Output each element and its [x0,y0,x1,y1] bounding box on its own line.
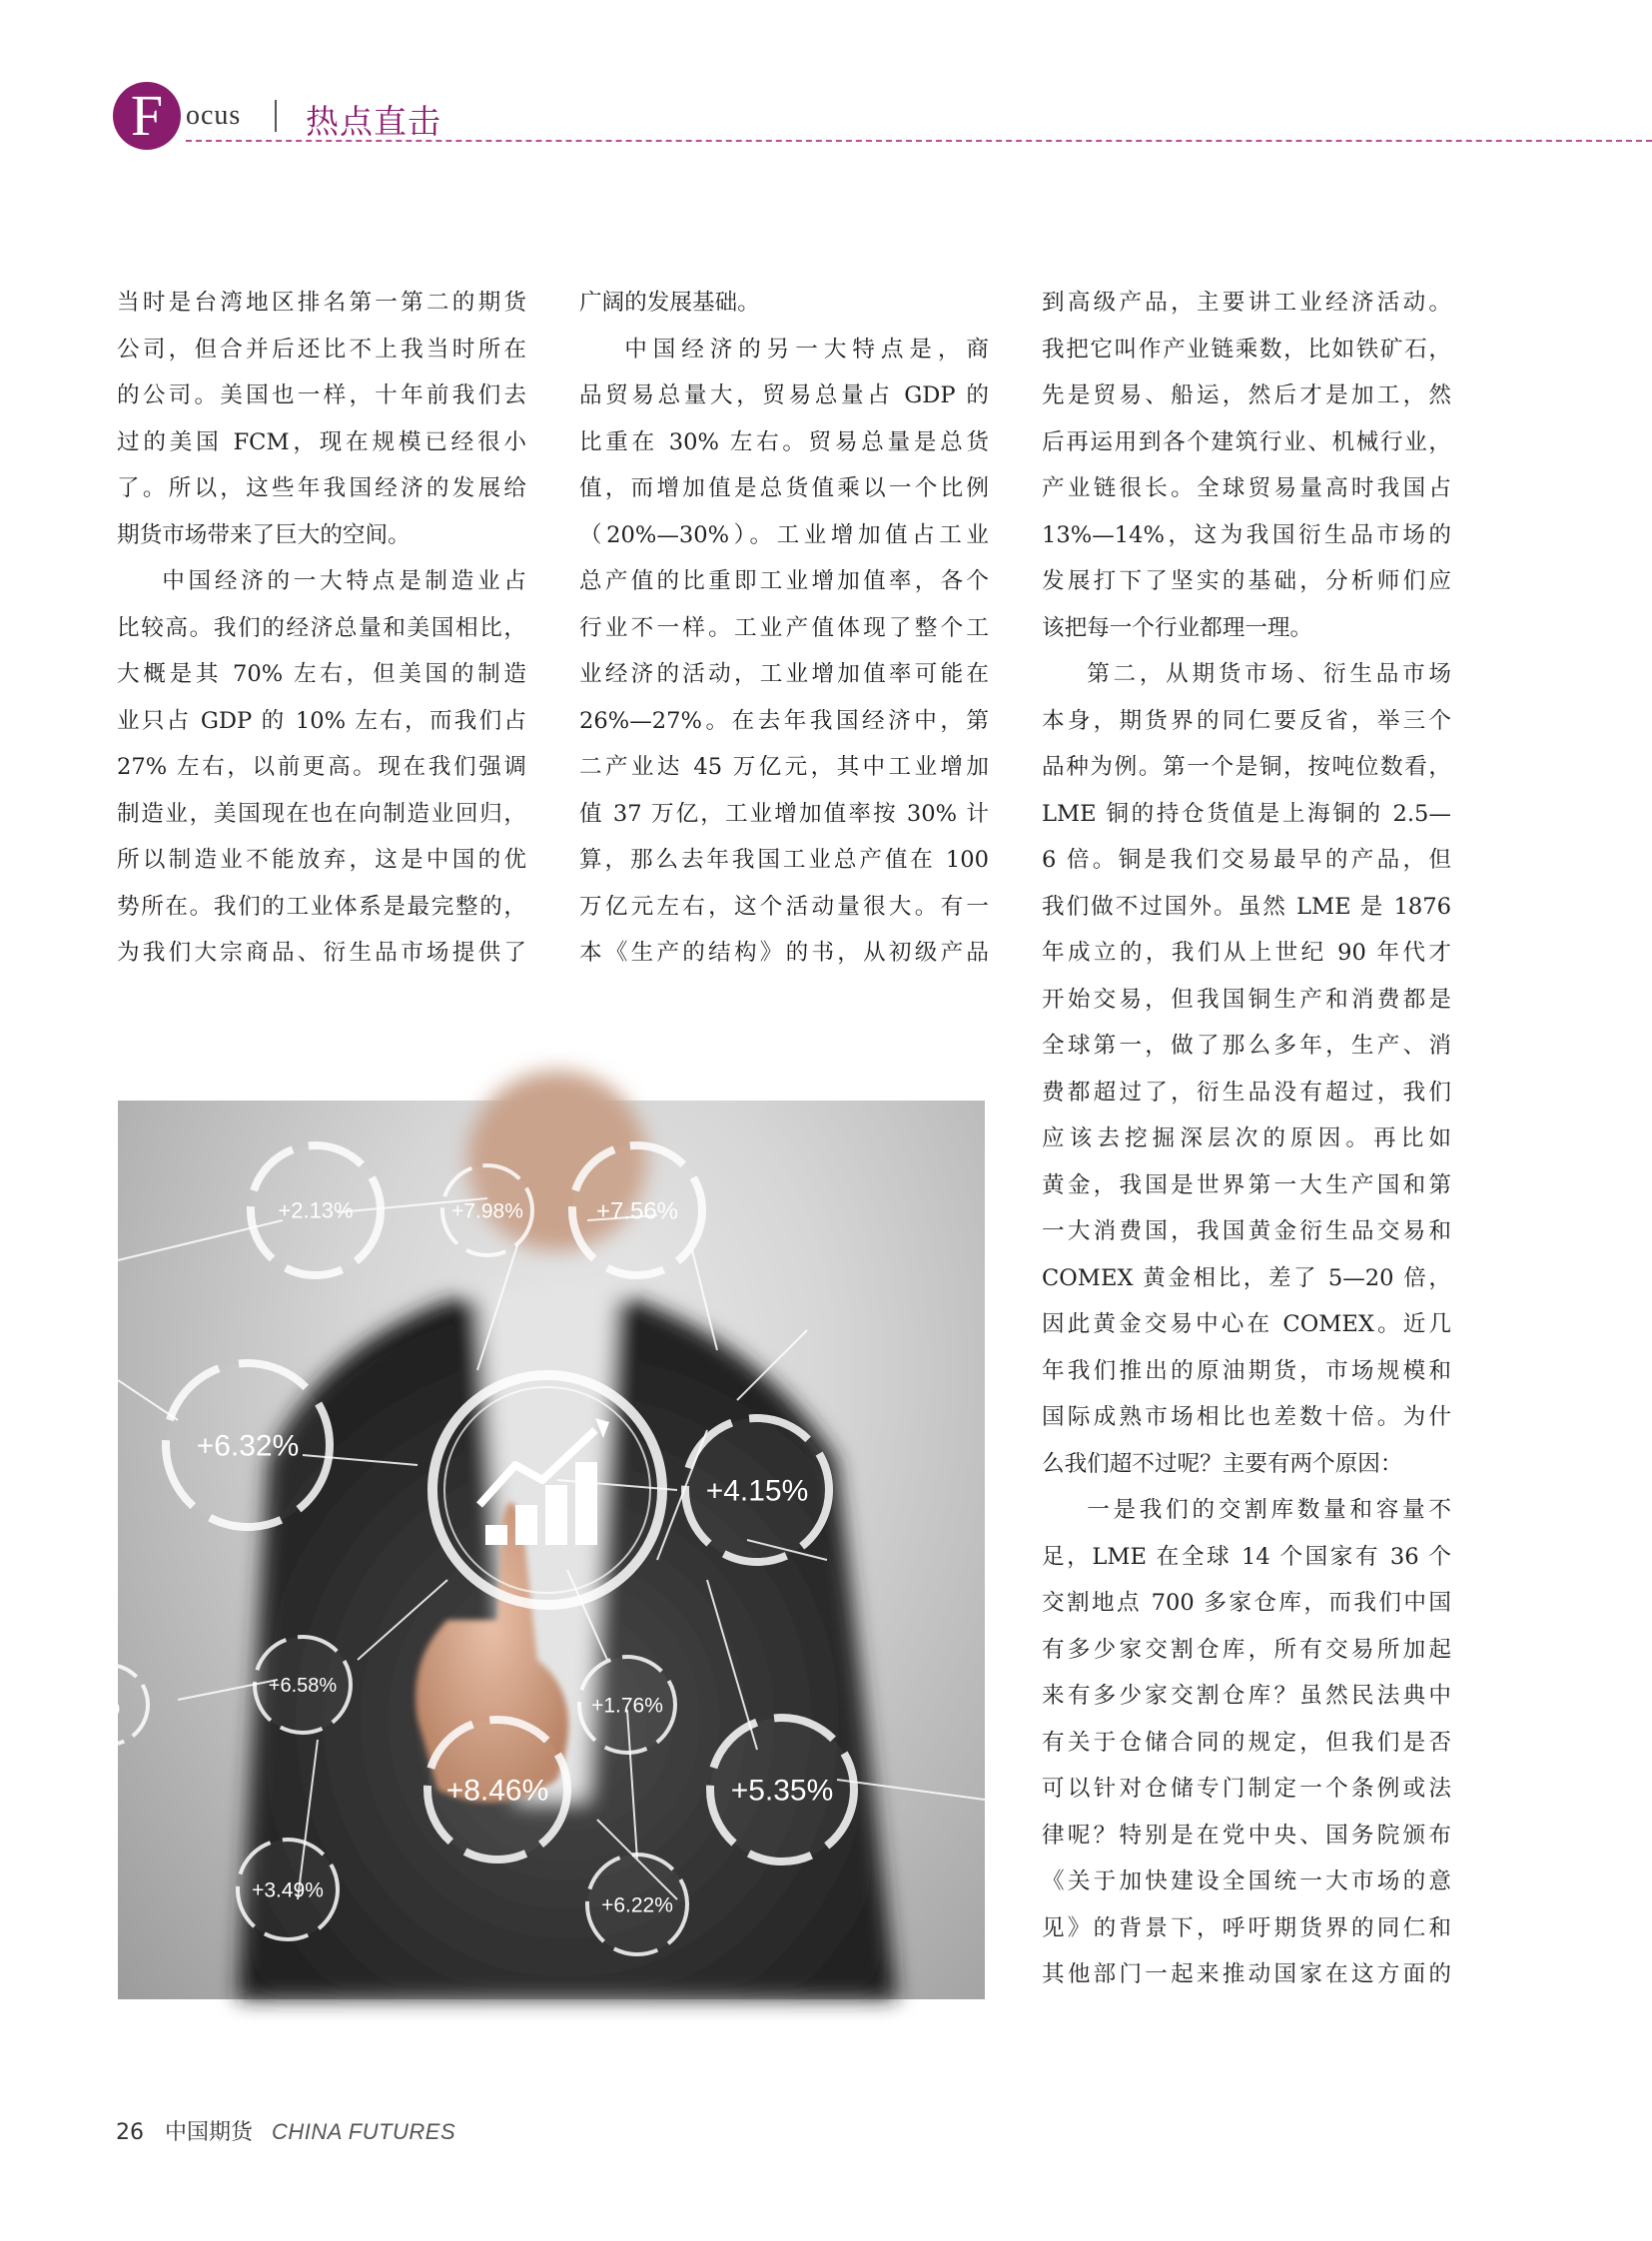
section-title: 热点直击 [306,102,441,141]
text-line: 值，而增加值是总货值乘以一个比例 [579,475,989,501]
text-line: 6 倍。铜是我们交易最早的产品，但 [1042,847,1451,873]
bubble-label: +3.49% [252,1878,324,1902]
article-column-3 [1042,280,1451,1998]
text-line: 13%—14%，这为我国衍生品市场的 [1042,521,1451,548]
text-line: 到高级产品，主要讲工业经济活动。 [1042,290,1451,316]
text-line: 品种为例。第一个是铜，按吨位数看， [1042,754,1451,780]
text-line: 当时是台湾地区排名第一第二的期货 [117,290,526,316]
page-header [0,0,1652,150]
text-line: 行业不一样。工业产值体现了整个工 [579,614,989,641]
text-line: 我把它叫作产业链乘数，比如铁矿石， [1042,336,1451,363]
paragraph [579,327,989,977]
text-line: 所以制造业不能放弃，这是中国的优 [117,847,526,873]
text-line: 其他部门一起来推动国家在这方面的 [1042,1961,1451,1987]
article-column-1 [117,280,526,977]
photo-illustration [95,1101,985,1999]
bubble-label: +1.76% [591,1694,663,1718]
header-dashed-rule [186,140,1652,142]
text-line: 应该去挖掘深层次的原因。再比如 [1042,1125,1451,1151]
bubble-label: +2.13% [278,1197,354,1223]
paragraph [117,558,526,977]
text-line: 一是我们的交割库数量和容量不 [1087,1497,1451,1523]
text-line: 一大消费国，我国黄金衍生品交易和 [1042,1218,1451,1244]
text-line: 律呢？特别是在党中央、国务院颁布 [1042,1822,1451,1849]
text-line: 比重在 30% 左右。贸易总量是总货 [579,428,989,455]
text-line: 制造业，美国现在也在向制造业回归， [117,800,526,827]
paragraph [579,280,989,327]
text-line: 二产业达 45 万亿元，其中工业增加 [579,754,989,780]
text-line: 的公司。美国也一样，十年前我们去 [117,382,526,408]
bubble-label: +7.56% [595,1197,679,1225]
text-line: 第二，从期货市场、衍生品市场 [1087,661,1451,687]
text-line: 总产值的比重即工业增加值率，各个 [579,568,989,594]
text-line: 比较高。我们的经济总量和美国相比， [117,614,526,641]
text-line: 业经济的活动，工业增加值率可能在 [579,661,989,687]
text-line: 该把每一个行业都理一理。 [1042,614,1313,641]
text-line: 因此黄金交易中心在 COMEX。近几 [1042,1311,1451,1337]
text-line: 发展打下了坚实的基础，分析师们应 [1042,568,1451,594]
bubble-label: +5.35% [730,1774,834,1808]
text-line: 26%—27%。在去年我国经济中，第 [579,707,989,734]
text-line: 广阔的发展基础。 [579,290,760,316]
bubble-label: +6.58% [268,1675,338,1697]
text-line: 全球第一，做了那么多年，生产、消 [1042,1033,1451,1059]
text-line: 中国经济的另一大特点是，商 [624,336,989,363]
text-line: 来有多少家交割仓库？虽然民法典中 [1042,1683,1451,1709]
text-line: 开始交易，但我国铜生产和消费都是 [1042,986,1451,1013]
paragraph [1042,651,1451,1487]
text-line: 期货市场带来了巨大的空间。 [117,521,411,548]
text-line: 《关于加快建设全国统一大市场的意 [1042,1868,1451,1894]
text-line: COMEX 黄金相比，差了 5—20 倍， [1042,1264,1451,1291]
section-logo-letter: F [113,82,181,150]
text-line: 费都超过了，衍生品没有超过，我们 [1042,1079,1451,1106]
text-line: 公司，但合并后还比不上我当时所在 [117,336,526,363]
text-line: 产业链很长。全球贸易量高时我国占 [1042,475,1451,501]
magazine-name-en: CHINA FUTURES [272,2119,456,2144]
article-photo [95,1101,985,1999]
text-line: 有关于仓储合同的规定，但我们是否 [1042,1729,1451,1756]
paragraph [1042,1487,1451,1998]
paragraph [1042,280,1451,651]
text-line: LME 铜的持仓货值是上海铜的 2.5— [1042,800,1451,827]
text-line: 本身，期货界的同仁要反省，举三个 [1042,707,1451,734]
text-line: 万亿元左右，这个活动量很大。有一 [579,893,989,920]
text-line: 先是贸易、船运，然后才是加工，然 [1042,382,1451,408]
text-line: 大概是其 70% 左右，但美国的制造 [117,661,526,687]
text-line: 品贸易总量大，贸易总量占 GDP 的 [579,382,989,408]
text-line: 过的美国 FCM，现在规模已经很小 [117,428,526,455]
bubble-label: +4.15% [705,1474,809,1508]
text-line: 中国经济的一大特点是制造业占 [162,568,526,594]
text-line: 27% 左右，以前更高。现在我们强调 [117,754,526,780]
paragraph [117,280,526,558]
text-line: （20%—30%）。工业增加值占工业 [579,521,989,548]
text-line: 年我们推出的原油期货，市场规模和 [1042,1357,1451,1384]
bubble-label: +7.98% [451,1199,523,1223]
text-line: 后再运用到各个建筑行业、机械行业， [1042,428,1451,455]
text-line: 业只占 GDP 的 10% 左右，而我们占 [117,707,526,734]
page-number: 26 [116,2120,144,2145]
section-logo-text: ocus [186,100,242,131]
text-line: 值 37 万亿，工业增加值率按 30% 计 [579,800,989,827]
text-line: 为我们大宗商品、衍生品市场提供了 [117,940,526,966]
bubble-label: +6.22% [601,1893,673,1917]
text-line: 足，LME 在全球 14 个国家有 36 个 [1042,1543,1451,1570]
text-line: 我们做不过国外。虽然 LME 是 1876 [1042,893,1451,920]
text-line: 交割地点 700 多家仓库，而我们中国 [1042,1590,1451,1616]
bubble-label: +8.46% [445,1774,549,1808]
header-divider [275,100,277,132]
text-line: 么我们超不过呢？主要有两个原因： [1042,1450,1403,1477]
text-line: 势所在。我们的工业体系是最完整的， [117,893,526,920]
text-line: 有多少家交割仓库，所有交易所加起 [1042,1636,1451,1663]
text-line: 见》的背景下，呼吁期货界的同仁和 [1042,1914,1451,1941]
text-line: 算，那么去年我国工业总产值在 100 [579,847,989,873]
article-column-2 [579,280,989,977]
text-line: 年成立的，我们从上世纪 90 年代才 [1042,940,1451,966]
text-line: 黄金，我国是世界第一大生产国和第 [1042,1171,1451,1198]
bubble-label: +6.32% [196,1429,300,1463]
page-footer [116,2115,455,2146]
text-line: 国际成熟市场相比也差数十倍。为什 [1042,1404,1451,1430]
text-line: 可以针对仓储专门制定一个条例或法 [1042,1776,1451,1802]
text-line: 了。所以，这些年我国经济的发展给 [117,475,526,501]
bubble-label: % [95,1689,121,1721]
magazine-name-cn: 中国期货 [165,2120,254,2145]
text-line: 本《生产的结构》的书，从初级产品 [579,940,989,966]
